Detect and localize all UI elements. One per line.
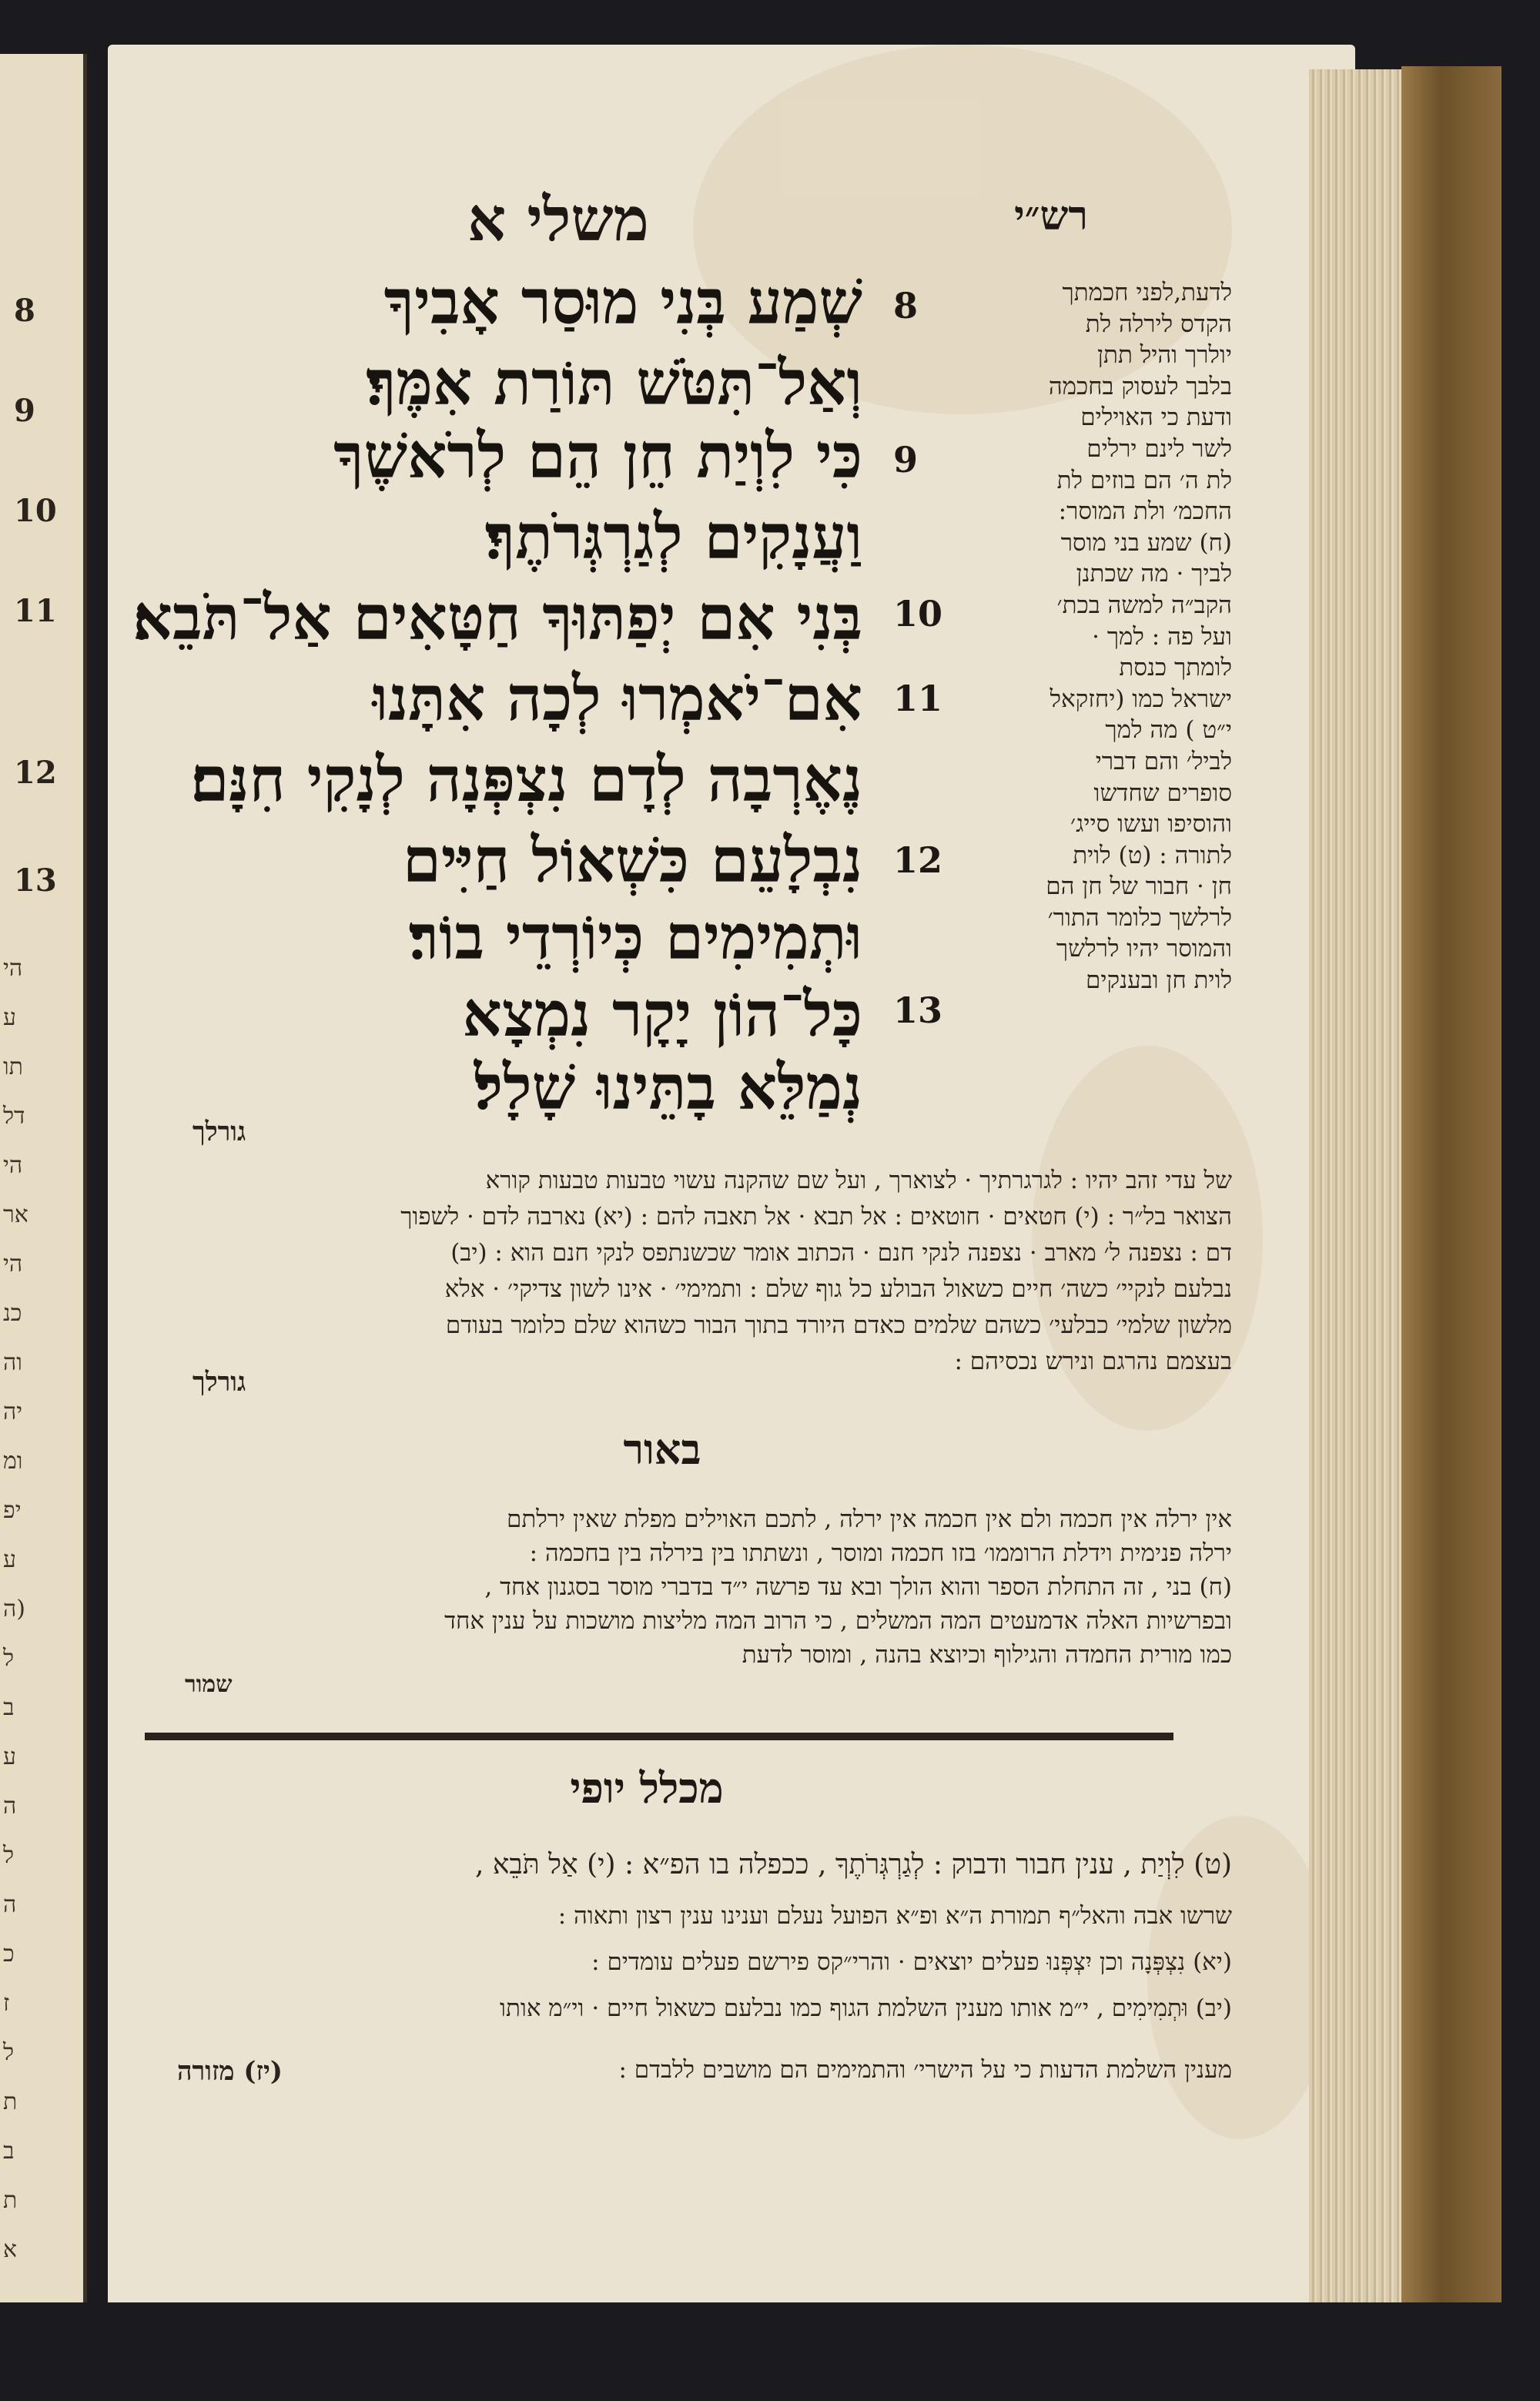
left-margin-fragment: ב bbox=[3, 1694, 15, 1721]
catchword: גורלך bbox=[192, 1367, 246, 1398]
rashi-line: ועל פה : למך · bbox=[1092, 622, 1232, 651]
binding-shadow bbox=[0, 2302, 1540, 2401]
rashi-line: הקדס לירלה לת bbox=[1085, 310, 1232, 338]
rashi-line: בעצמם נהרגם ונירש נכסיהם : bbox=[954, 1348, 1232, 1375]
left-verse-number: 11 bbox=[14, 593, 57, 629]
catchword: גורלך bbox=[192, 1117, 246, 1147]
left-margin-fragment: יפ bbox=[3, 1497, 22, 1524]
verse-line: נְמַלֵּא בָתֵּינוּ שָׁלָל׃ bbox=[474, 1051, 862, 1123]
left-margin-fragment: ע bbox=[3, 1546, 16, 1573]
verse-line: וַעֲנָקִים לְגַרְגְּרֹתֶךָ׃ bbox=[484, 501, 862, 573]
rashi-line: לביך · מה שכתנן bbox=[1076, 560, 1232, 588]
rashi-line: לדעת,לפני חכמתך bbox=[1062, 279, 1232, 306]
verse-line: אִם־יֹאמְרוּ לְכָה אִתָּנוּ bbox=[372, 662, 862, 735]
left-margin-fragment: ע bbox=[3, 1004, 16, 1031]
biur-line: (ח) בני , זה התחלת הספר והוא הולך ובא עד פרשה י״ד בדברי מוסר בסגנון אחד , bbox=[484, 1573, 1232, 1601]
michlal-line: שרשו אבה והאל״ף תמורת ה״א ופ״א הפועל נעלם וענינו ענין רצון ותאוה : bbox=[557, 1902, 1232, 1930]
left-margin-fragment: (ה bbox=[3, 1596, 25, 1622]
left-verse-number: 9 bbox=[14, 393, 35, 429]
verse-number: 9 bbox=[893, 439, 919, 481]
left-margin-fragment: וה bbox=[3, 1349, 22, 1376]
left-margin-fragment: ע bbox=[3, 1743, 16, 1770]
left-margin-fragment: הי bbox=[3, 1251, 23, 1278]
left-margin-fragment: א bbox=[3, 2236, 18, 2263]
left-margin-fragment: הי bbox=[3, 1152, 23, 1179]
catchword: שמור bbox=[185, 1671, 233, 1698]
verse-number: 11 bbox=[893, 678, 943, 719]
rashi-line: סופרים שחדשו bbox=[1093, 779, 1232, 807]
rashi-commentary-column bbox=[955, 277, 1232, 996]
michlal-line: מענין השלמת הדעות כי על הישרי׳ והתמימים הם מושבים ללבדם : bbox=[618, 2056, 1232, 2084]
rashi-line: לתורה : (ט) לוית bbox=[1073, 841, 1232, 869]
rashi-line: לומתך כנסת bbox=[1119, 654, 1232, 682]
left-margin-fragment: ל bbox=[3, 1842, 15, 1869]
left-verse-number: 13 bbox=[14, 862, 57, 899]
left-margin-fragment: ה bbox=[3, 1793, 17, 1820]
rashi-line: חן · חבור של חן הם bbox=[1046, 872, 1232, 901]
left-margin-fragment: הי bbox=[3, 955, 23, 982]
rashi-line: נבלעם לנקיי׳ כשה׳ חיים כשאול הבולע כל גוף שלם : ותמימי׳ · אינו לשון צדיקי׳ · אלא bbox=[444, 1275, 1232, 1303]
verse-line: כִּי לִוְיַת חֵן הֵם לְרֹאשֶׁךָ bbox=[333, 420, 862, 492]
verse-number: 12 bbox=[893, 839, 943, 881]
left-verse-number: 12 bbox=[14, 755, 57, 791]
rashi-line: ישראל כמו (יחזקאל bbox=[1050, 685, 1232, 713]
left-margin-fragment: ז bbox=[3, 1990, 10, 2017]
rashi-line: של עדי זהב יהיו : לגרגרתיך · לצוארך , ועל שם שהקנה עשוי טבעות טבעות קורא bbox=[485, 1167, 1232, 1194]
page-title: משלי א bbox=[467, 185, 649, 255]
rashi-line: לרלשך כלומר התור׳ bbox=[1047, 903, 1232, 932]
left-margin-fragment: יה bbox=[3, 1398, 23, 1425]
michlal-line: (ט) לִוְיַת , ענין חבור ודבוק : לְגַרְגְּרֹתֶךָ , ככפלה בו הפ״א : (י) אַל תֹּבֵא , bbox=[474, 1849, 1232, 1880]
verse-line: בְּנִי אִם יְפַתּוּךָ חַטָּאִים אַל־תֹּבֵא׃ bbox=[132, 581, 862, 654]
michlal-line: (יב) וּתְמִימִים , י״מ אותו מענין השלמת הגוף כמו נבלעם כשאול חיים · וי״מ אותו bbox=[500, 1994, 1232, 2022]
rashi-line: ודעת כי האוילים bbox=[1080, 404, 1232, 432]
rashi-line: לת ה׳ הם בוזים לת bbox=[1056, 466, 1232, 494]
left-margin-fragment: ומ bbox=[3, 1448, 23, 1475]
rashi-line: לביל׳ והם דברי bbox=[1095, 747, 1232, 775]
verse-number: 8 bbox=[893, 285, 919, 326]
rashi-line: מלשון שלמי׳ כבלעי׳ כשהם שלמים כאדם היורד בתוך הבור כשהוא שלם כלומר בעודם bbox=[445, 1311, 1232, 1339]
left-margin-fragment: ת bbox=[3, 2088, 18, 2115]
left-margin-fragment: ל bbox=[3, 1645, 15, 1672]
biur-line: כמו מורית החמדה והגילוף וכיוצא בהנה , ומוסר לדעת bbox=[742, 1641, 1232, 1669]
verse-number: 10 bbox=[893, 593, 943, 635]
biur-line: ובפרשיות האלה אדמעטים המה המשלים , כי הרוב המה מליצות מושכות על ענין אחד bbox=[444, 1607, 1232, 1635]
michlal-line: (יא) נִצְפְּנָה וכן יִצְפְּנוּ פעלים יוצאים · והרי״קס פירשם פעלים עומדים : bbox=[591, 1948, 1232, 1976]
rashi-line: והמוסר יהיו לרלשך bbox=[1056, 935, 1232, 963]
rashi-line: יולרך והיל תתן bbox=[1097, 341, 1232, 370]
rashi-line: והוסיפו ועשו סייג׳ bbox=[1070, 810, 1232, 839]
biur-line: אין ירלה אין חכמה ולם אין חכמה אין ירלה , לתכם האוילים מפלת שאין ירלתם bbox=[507, 1505, 1232, 1533]
rashi-line: (ח) שמע בני מוסר bbox=[1060, 528, 1232, 557]
left-margin-fragment: כנ bbox=[3, 1300, 22, 1327]
left-verse-number: 8 bbox=[14, 293, 35, 329]
michlal-yofi-heading: מכלל יופי bbox=[570, 1763, 724, 1813]
rashi-line: החכמ׳ ולת המוסר: bbox=[1058, 497, 1232, 526]
biur-heading: באור bbox=[623, 1425, 701, 1474]
left-margin-fragment: ב bbox=[3, 2138, 15, 2165]
rashi-line: י״ט ) מה למך bbox=[1105, 716, 1232, 745]
left-verse-number: 10 bbox=[14, 493, 57, 529]
left-margin-fragment: דל bbox=[3, 1103, 25, 1130]
left-margin-fragment: אר bbox=[3, 1201, 28, 1228]
catchword: (יז) מזורה bbox=[177, 2056, 283, 2087]
previous-page-edge bbox=[0, 54, 87, 2341]
left-margin-fragment: תו bbox=[3, 1053, 23, 1080]
verse-line: וְאַל־תִּטֹּשׁ תּוֹרַת אִמֶּךָ׃ bbox=[366, 347, 862, 419]
verse-line: וּתְמִימִים כְּיוֹרְדֵי בוֹר׃ bbox=[408, 901, 862, 973]
left-margin-fragment: ל bbox=[3, 2039, 15, 2066]
verse-line: שְׁמַע בְּנִי מוּסַר אָבִיךָ bbox=[383, 266, 862, 338]
verse-line: נִבְלָעֵם כִּשְׁאוֹל חַיִּים bbox=[402, 824, 862, 896]
left-margin-fragment: ה bbox=[3, 1891, 17, 1918]
left-margin-fragment: ת bbox=[3, 2187, 18, 2214]
rashi-heading: רש״י bbox=[1014, 193, 1088, 239]
rashi-line: בלבך לעסוק בחכמה bbox=[1048, 372, 1232, 400]
biur-line: ירלה פנימית וידלת הרוממו׳ בזו חכמה ומוסר , ונשתתו בין בירלה בין בחכמה : bbox=[529, 1539, 1232, 1567]
page-edges bbox=[1309, 69, 1401, 2326]
rashi-line: הצואר בל״ר : (י) חטאים · חוטאים : אל תבא · אל תאבה להם : (יא) נארבה לדם · לשפוך bbox=[400, 1203, 1232, 1231]
left-margin-fragment: כ bbox=[3, 1941, 15, 1967]
verse-number: 13 bbox=[893, 990, 943, 1031]
rashi-line: לוית חן ובענקים bbox=[1086, 966, 1232, 995]
verse-line: נֶאֶרְבָה לְדָם נִצְפְּנָה לְנָקִי חִנָּם׃ bbox=[190, 743, 862, 815]
rashi-line: לשר לינם ירלים bbox=[1086, 434, 1232, 463]
rashi-line: הקב״ה למשה בכת׳ bbox=[1056, 591, 1232, 619]
section-divider bbox=[145, 1733, 1173, 1740]
book-cover bbox=[1401, 66, 1502, 2342]
verse-line: כָּל־הוֹן יָקָר נִמְצָא bbox=[462, 978, 862, 1050]
rashi-line: דם : נצפנה ל׳ מארב · נצפנה לנקי חנם · הכתוב אומר שכשנתפס לנקי חנם הוא : (יב) bbox=[450, 1239, 1232, 1267]
